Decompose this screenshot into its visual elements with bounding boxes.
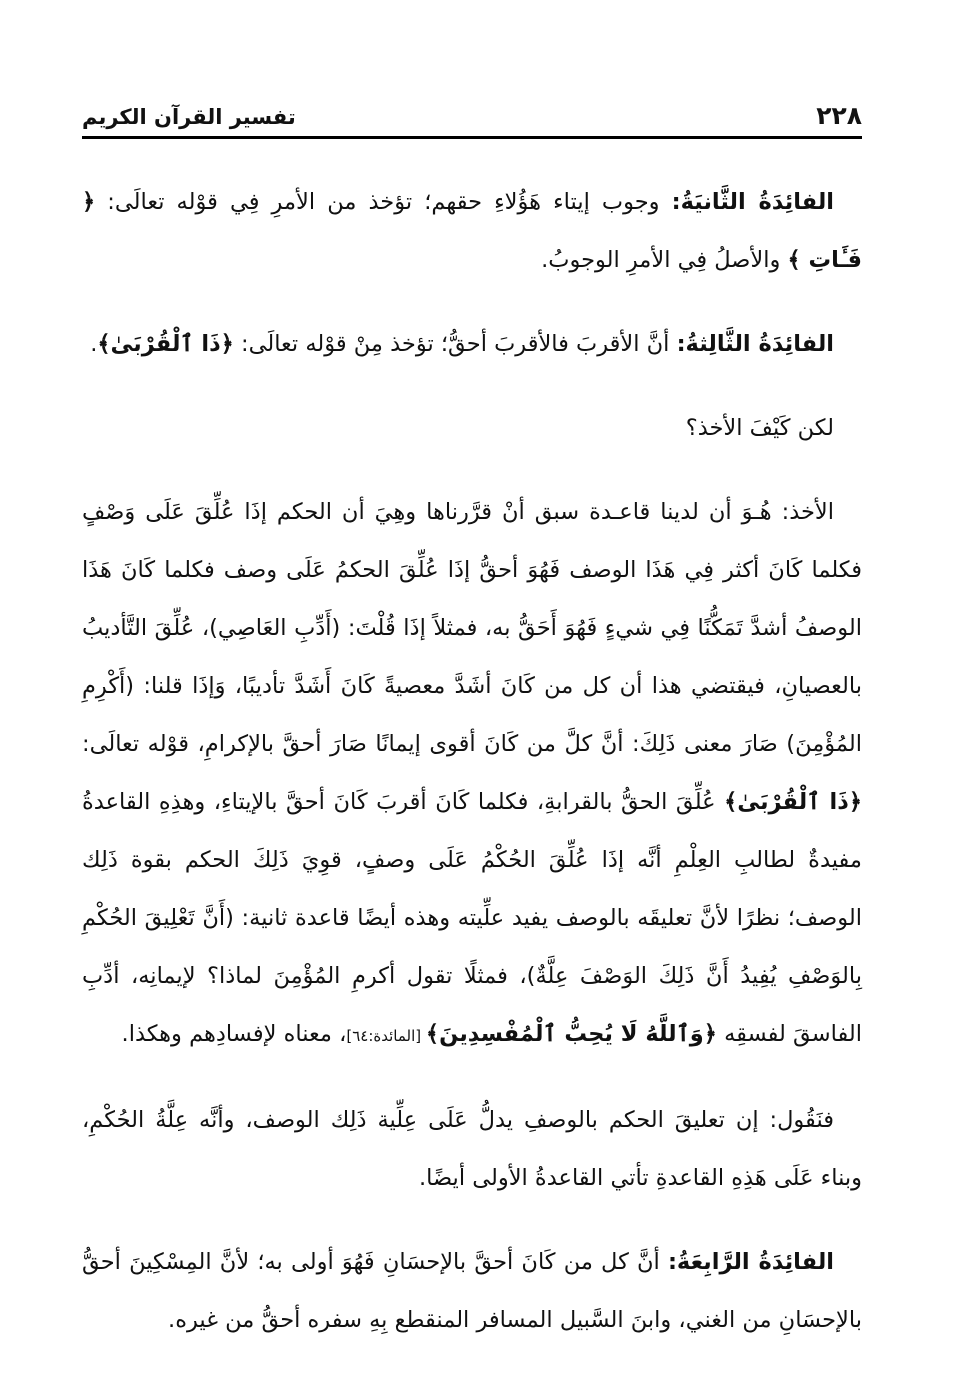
page-header [82, 88, 862, 128]
text: أنَّ كل من كَانَ أحقَّ بالإحسَانِ فَهُوَ أولى به؛ لأنَّ المِسْكِينَ أحقُّ بالإحسَانِ من الغني، وابنَ السَّبيل المسافر المنقطع بِهِ سفره أحقُّ من غيره. [82, 1249, 862, 1333]
page-number: ٢٢٨ [816, 101, 862, 130]
running-title: تفسير القرآن الكريم [82, 105, 296, 129]
text: والأصلُ فِي الأمرِ الوجوبُ. [541, 247, 788, 273]
paragraph-conclusion: فنَقُول: إن تعليقَ الحكم بالوصفِ يدلُّ عَلَى عِلِّية ذَلِك الوصف، وأنَّه عِلَّةُ الحُكْمِ، وبناء عَلَى هَذِهِ القاعدةِ تأتي القاعدةُ الأولى أيضًا. [82, 1107, 862, 1191]
heading-second-benefit: الفائِدَةُ الثَّانيَةُ: [671, 189, 835, 215]
paragraph-third-benefit [82, 315, 862, 373]
heading-third-benefit: الفائِدَةُ الثَّالِثةُ: [676, 331, 834, 357]
book-page [82, 88, 862, 1348]
text: عُلِّقَ الحقُّ بالقرابةِ، فكلما كَانَ أقربَ كَانَ أحقَّ بالإيتاءِ، وهذِهِ القاعدةُ مفيدةٌ لطالبِ العِلْمِ أنَّه إذَا عُلِّقَ الحُكْمُ عَلَى وصفٍ، قوِيَ ذَلِكَ الحكم بقوة ذَلِك الوصف؛ نظرًا لأنَّ تعليقَه بالوصف يفيد علِّيته وهذه أيضًا قاعدة ثانية: (أَنَّ تَعْلِيقَ الحُكْمِ بِالوَصْفِ يُفِيدُ أَنَّ ذَلِكَ الوَصْفَ عِلَّةٌ)، فمثلًا تقول أكرمِ المُؤْمِنَ لماذا؟ لإيمانِه، أدِّبِ الفاسقَ لفسقِه [82, 789, 862, 1047]
paragraph-second-benefit [82, 173, 862, 289]
quran-verse: ﴿ذَا ٱلْقُرْبَىٰ﴾ [97, 331, 234, 357]
text: . [90, 331, 98, 357]
paragraph-fourth-benefit [82, 1233, 862, 1349]
text: وجوب إيتاء هَؤُلاءِ حقهم؛ تؤخذ من الأمرِ فِي قوْله تعالَى: [95, 189, 672, 215]
text: ، معناه لإفسادِهم وهكذا. [121, 1021, 347, 1047]
heading-fourth-benefit: الفائِدَةُ الرَّابِعَةُ: [667, 1249, 834, 1275]
text: الأخذ: هُـوَ أن لدينا قاعـدة سبق أنْ قرَّرناها وهِيَ أن الحكم إذَا عُلِّقَ عَلَى وَصْفٍ فكلما كَانَ أكثر فِي هَذَا الوصف فَهُوَ أحقُّ إذَا عُلِّقَ الحكمُ عَلَى وصف فكلما كَانَ هَذَا الوصفُ أشدَّ تَمَكُّنًا فِي شيءٍ فَهُوَ أَحَقُّ به، فمثلاً إذَا قُلْتَ: (أَدِّبِ العَاصِي)، عُلِّقَ التَّأديبُ بالعصيانِ، فيقتضي هذا أن كل من كَانَ أشَدَّ معصيةً كَانَ أَشَدَّ تأديبًا، وَإذَا قلنا: (أَكْرِمِ المُؤْمِنَ) صَارَ معنى ذَلِكَ: أنَّ كلَّ من كَانَ أقوى إيمانًا صَارَ أحقَّ بالإكرامِ، قوْله تعالَى: [82, 499, 862, 757]
quran-verse: ﴿ذَا ٱلْقُرْبَىٰ﴾ [724, 789, 863, 815]
paragraph-question: لكن كَيْفَ الأخذ؟ [685, 415, 834, 441]
quran-verse: ﴿ فَـَٔاتِ ﴾ [82, 189, 862, 273]
header-rule [82, 136, 862, 139]
paragraph-explanation [82, 483, 862, 1065]
text: أنَّ الأقربَ فالأقربَ أحقُّ؛ تؤخذ مِنْ قوْله تعالَى: [233, 331, 677, 357]
page-body [82, 173, 862, 1349]
quran-verse: ﴿وَٱللَّهُ لَا يُحِبُّ ٱلْمُفْسِدِينَ﴾ [425, 1021, 717, 1047]
verse-reference: [المائدة:٦٤] [346, 1027, 426, 1045]
